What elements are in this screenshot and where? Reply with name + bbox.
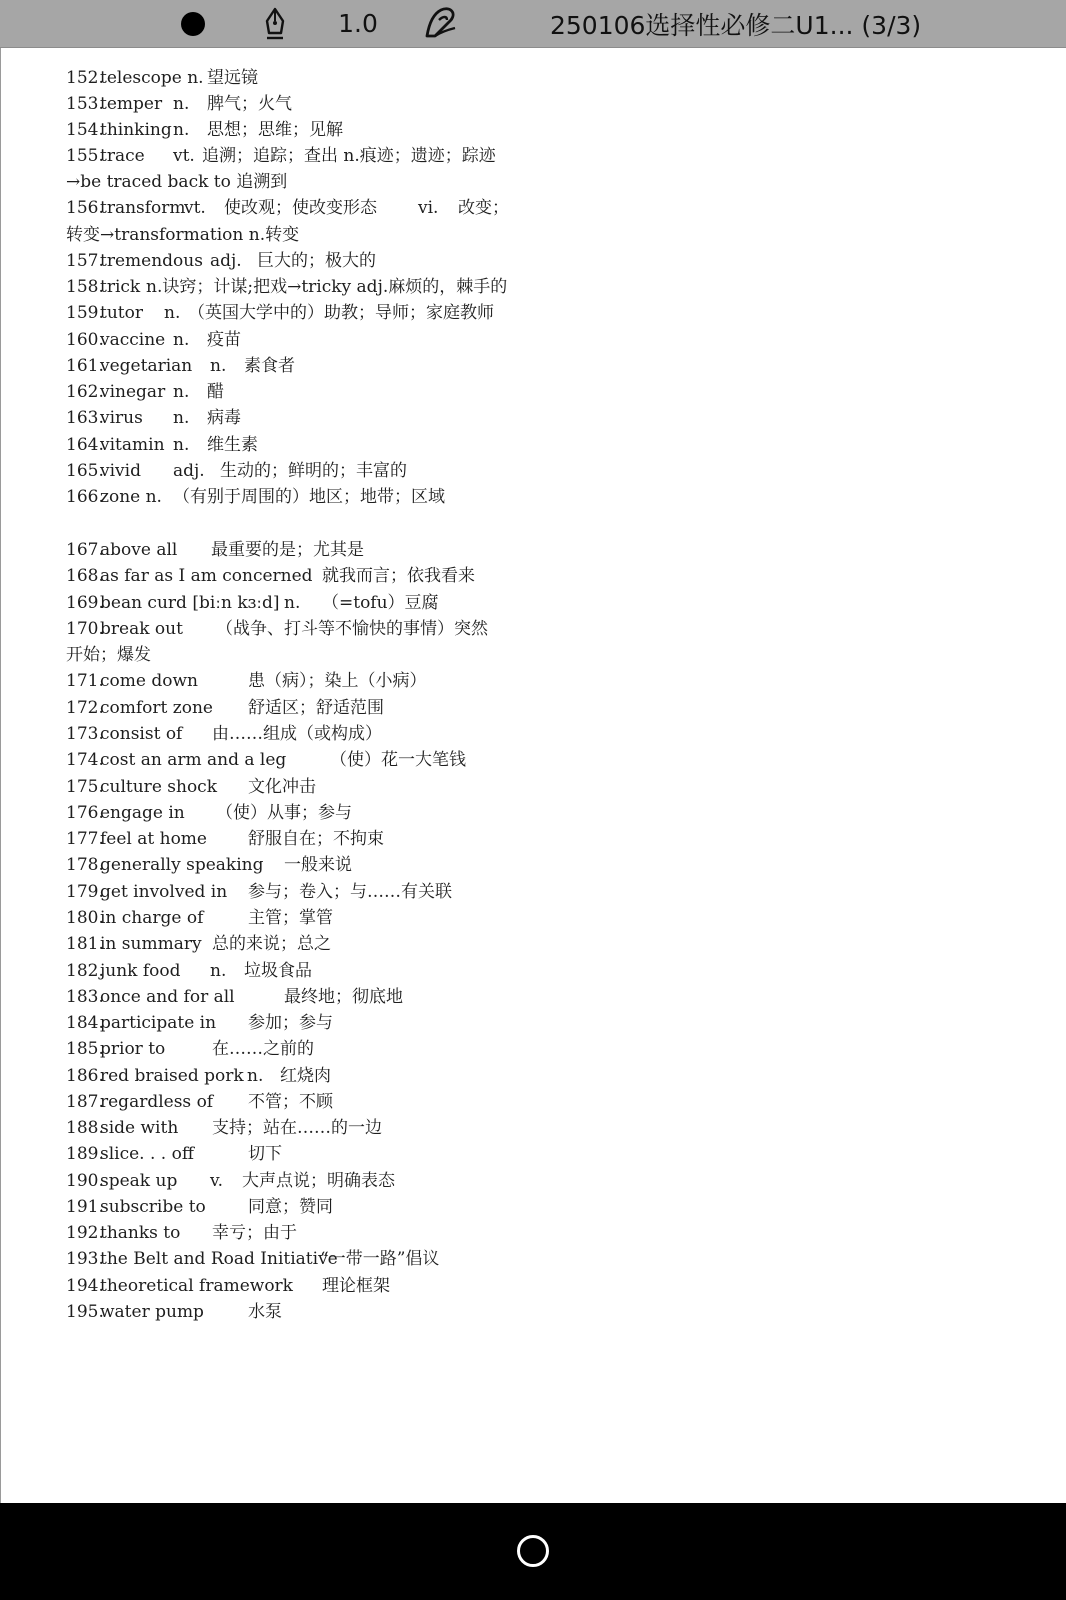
entry-term: prior to (100, 1039, 166, 1059)
entry-number: 170. (66, 619, 104, 639)
entry-term: theoretical framework (100, 1276, 293, 1296)
entry-term: participate in (100, 1013, 217, 1033)
annotation-toolbar (0, 0, 1066, 48)
entry-part-of-speech: vt. (173, 146, 195, 166)
entry-definition: 参与；卷入；与……有关联 (248, 882, 452, 902)
entry-term: vaccine (100, 330, 166, 350)
entry-number: 172. (66, 698, 104, 718)
entry-term: vegetarian (100, 356, 193, 376)
entry-term: side with (100, 1118, 179, 1138)
entry-number: 167. (66, 540, 104, 560)
entry-number: 190. (66, 1171, 104, 1191)
entry-term: junk food (100, 961, 181, 981)
entry-number: 171. (66, 671, 104, 691)
entry-definition: 水泵 (248, 1302, 282, 1322)
entry-term: 转变→transformation n.转变 (66, 225, 300, 245)
entry-number: 158. (66, 277, 104, 297)
entry-definition: 思想；思维；见解 (207, 120, 343, 140)
entry-term: vivid (100, 461, 141, 481)
entry-number: 161. (66, 356, 104, 376)
entry-definition: 支持；站在……的一边 (212, 1118, 382, 1138)
entry-number: 177. (66, 829, 104, 849)
entry-term: tremendous (100, 251, 203, 271)
entry-part-of-speech: n. (173, 120, 190, 140)
entry-term: →be traced back to 追溯到 (66, 172, 288, 192)
entry-number: 181. (66, 934, 104, 954)
eraser-button[interactable] (418, 0, 464, 47)
entry-number: 156. (66, 198, 104, 218)
entry-term: once and for all (100, 987, 235, 1007)
entry-number: 176. (66, 803, 104, 823)
entry-definition: 参加；参与 (248, 1013, 333, 1033)
entry-number: 184. (66, 1013, 104, 1033)
entry-term: virus (100, 408, 143, 428)
entry-part-of-speech: vt. (184, 198, 206, 218)
entry-number: 169. (66, 593, 104, 613)
entry-definition: 就我而言；依我看来 (322, 566, 475, 586)
entry-number: 185. (66, 1039, 104, 1059)
entry-number: 157. (66, 251, 104, 271)
entry-part-of-speech: n. (173, 408, 190, 428)
entry-definition: 醋 (207, 382, 224, 402)
entry-definition: 在……之前的 (212, 1039, 314, 1059)
entry-term: trace (100, 146, 145, 166)
entry-number: 154. (66, 120, 104, 140)
entry-part-of-speech: n. (173, 94, 190, 114)
entry-number: 189. (66, 1144, 104, 1164)
entry-number: 155. (66, 146, 104, 166)
entry-number: 191. (66, 1197, 104, 1217)
stroke-width-value[interactable]: 1.0 (338, 9, 378, 38)
entry-definition: 最终地；彻底地 (284, 987, 403, 1007)
entry-number: 194. (66, 1276, 104, 1296)
home-circle-icon[interactable] (517, 1535, 549, 1567)
entry-number: 175. (66, 777, 104, 797)
entry-number: 174. (66, 750, 104, 770)
pen-button[interactable] (258, 0, 292, 47)
entry-definition: “一带一路”倡议 (320, 1249, 440, 1269)
entry-definition: 使改观；使改变形态 (224, 198, 377, 218)
entry-term: break out (100, 619, 183, 639)
eraser-icon (421, 6, 461, 42)
entry-part-of-speech: n. (173, 330, 190, 350)
entry-definition: 不管；不顾 (248, 1092, 333, 1112)
entry-term: regardless of (100, 1092, 214, 1112)
entry-term: engage in (100, 803, 185, 823)
entry-definition: 脾气；火气 (207, 94, 292, 114)
entry-term: get involved in (100, 882, 228, 902)
entry-number: 166. (66, 487, 104, 507)
entry-number: 162. (66, 382, 104, 402)
entry-number: 153. (66, 94, 104, 114)
entry-number: 179. (66, 882, 104, 902)
entry-number: 193. (66, 1249, 104, 1269)
entry-number: 182. (66, 961, 104, 981)
entry-definition: 舒服自在；不拘束 (248, 829, 384, 849)
entry-part-of-speech: v. (210, 1171, 223, 1191)
entry-term: feel at home (100, 829, 207, 849)
entry-number: 159. (66, 303, 104, 323)
entry-term: tutor (100, 303, 143, 323)
entry-term: above all (100, 540, 178, 560)
brush-button[interactable] (176, 0, 210, 47)
entry-term: telescope n. (100, 68, 204, 88)
entry-definition: 素食者 (244, 356, 295, 376)
entry-term: temper (100, 94, 163, 114)
entry-definition: 一般来说 (284, 855, 352, 875)
entry-term: slice. . . off (100, 1144, 194, 1164)
entry-term: red braised pork (100, 1066, 244, 1086)
entry-definition: 维生素 (207, 435, 258, 455)
entry-number: 186. (66, 1066, 104, 1086)
entry-term: as far as I am concerned (100, 566, 313, 586)
entry-definition: 切下 (248, 1144, 282, 1164)
entry-part-of-speech: n. (247, 1066, 264, 1086)
entry-definition: （使）从事；参与 (216, 803, 352, 823)
entry-definition: 生动的；鲜明的；丰富的 (220, 461, 407, 481)
entry-definition: 理论框架 (322, 1276, 390, 1296)
entry-number: 178. (66, 855, 104, 875)
entry-term: generally speaking (100, 855, 264, 875)
entry-number: 163. (66, 408, 104, 428)
entry-number: 187. (66, 1092, 104, 1112)
entry-number: 180. (66, 908, 104, 928)
entry-definition: （英国大学中的）助教；导师；家庭教师 (188, 303, 494, 323)
entry-term: culture shock (100, 777, 218, 797)
entry-number: 160. (66, 330, 104, 350)
entry-definition: 同意；赞同 (248, 1197, 333, 1217)
entry-term: water pump (100, 1302, 204, 1322)
entry-number: 168. (66, 566, 104, 586)
entry-term: the Belt and Road Initiative (100, 1249, 338, 1269)
entry-definition: 总的来说；总之 (212, 934, 331, 954)
entry-term: 开始；爆发 (66, 645, 151, 665)
entry-definition: 病毒 (207, 408, 241, 428)
entry-definition: 最重要的是；尤其是 (211, 540, 364, 560)
entry-definition: 大声点说；明确表态 (242, 1171, 395, 1191)
entry-definition: （战争、打斗等不愉快的事情）突然 (216, 619, 488, 639)
entry-definition: （使）花一大笔钱 (330, 750, 466, 770)
entry-definition: 幸亏；由于 (212, 1223, 297, 1243)
entry-term: thanks to (100, 1223, 181, 1243)
entry-term: thinking (100, 120, 172, 140)
entry-definition: 主管；掌管 (248, 908, 333, 928)
entry-definition: 由……组成（或构成） (212, 724, 382, 744)
entry-definition: 巨大的；极大的 (257, 251, 376, 271)
entry-number: 183. (66, 987, 104, 1007)
document-title: 250106选择性必修二U1... (3/3) (550, 10, 922, 40)
entry-definition: 红烧肉 (280, 1066, 331, 1086)
entry-number: 173. (66, 724, 104, 744)
entry-part-of-speech: n.诀窍；计谋;把戏→tricky adj.麻烦的，棘手的 (146, 277, 508, 297)
entry-number: 165. (66, 461, 104, 481)
entry-term: in charge of (100, 908, 204, 928)
entry-definition: （=tofu）豆腐 (322, 593, 439, 613)
entry-definition: 改变； (458, 198, 509, 218)
entry-number: 188. (66, 1118, 104, 1138)
entry-definition: 患（病）；染上（小病） (248, 671, 427, 691)
entry-number: 195. (66, 1302, 104, 1322)
entry-part-of-speech: n. (210, 961, 227, 981)
entry-definition: （有别于周围的）地区；地带；区域 (173, 487, 445, 507)
entry-part-of-speech: n. (173, 382, 190, 402)
entry-number: 192. (66, 1223, 104, 1243)
entry-term: comfort zone (100, 698, 213, 718)
entry-part-of-speech: n. (173, 435, 190, 455)
entry-term: zone n. (100, 487, 162, 507)
entry-term: speak up (100, 1171, 178, 1191)
entry-definition: 文化冲击 (248, 777, 316, 797)
entry-term: in summary (100, 934, 202, 954)
entry-definition: 望远镜 (207, 68, 258, 88)
entry-term: consist of (100, 724, 183, 744)
entry-part-of-speech: n. (284, 593, 301, 613)
entry-number: 164. (66, 435, 104, 455)
entry-definition: 垃圾食品 (244, 961, 312, 981)
entry-term: subscribe to (100, 1197, 206, 1217)
entry-term: come down (100, 671, 198, 691)
entry-term: transform (100, 198, 186, 218)
entry-term: vinegar (100, 382, 166, 402)
circle-dot-icon (181, 12, 205, 36)
entry-term: cost an arm and a leg (100, 750, 287, 770)
entry-part-of-speech: n. (164, 303, 181, 323)
entry-definition: 舒适区；舒适范围 (248, 698, 384, 718)
entry-term: vitamin (100, 435, 165, 455)
entry-number: 152. (66, 68, 104, 88)
entry-part-of-speech: adj. (210, 251, 242, 271)
entry-part-of-speech: n. (210, 356, 227, 376)
pen-tip-icon (263, 7, 287, 41)
entry-definition: 追溯；追踪；查出 n.痕迹；遗迹；踪迹 (202, 146, 496, 166)
entry-part-of-speech: vi. (418, 198, 439, 218)
entry-term: trick (100, 277, 141, 297)
entry-definition: 疫苗 (207, 330, 241, 350)
entry-term: bean curd [biːn kɜːd] (100, 593, 280, 613)
entry-part-of-speech: adj. (173, 461, 205, 481)
